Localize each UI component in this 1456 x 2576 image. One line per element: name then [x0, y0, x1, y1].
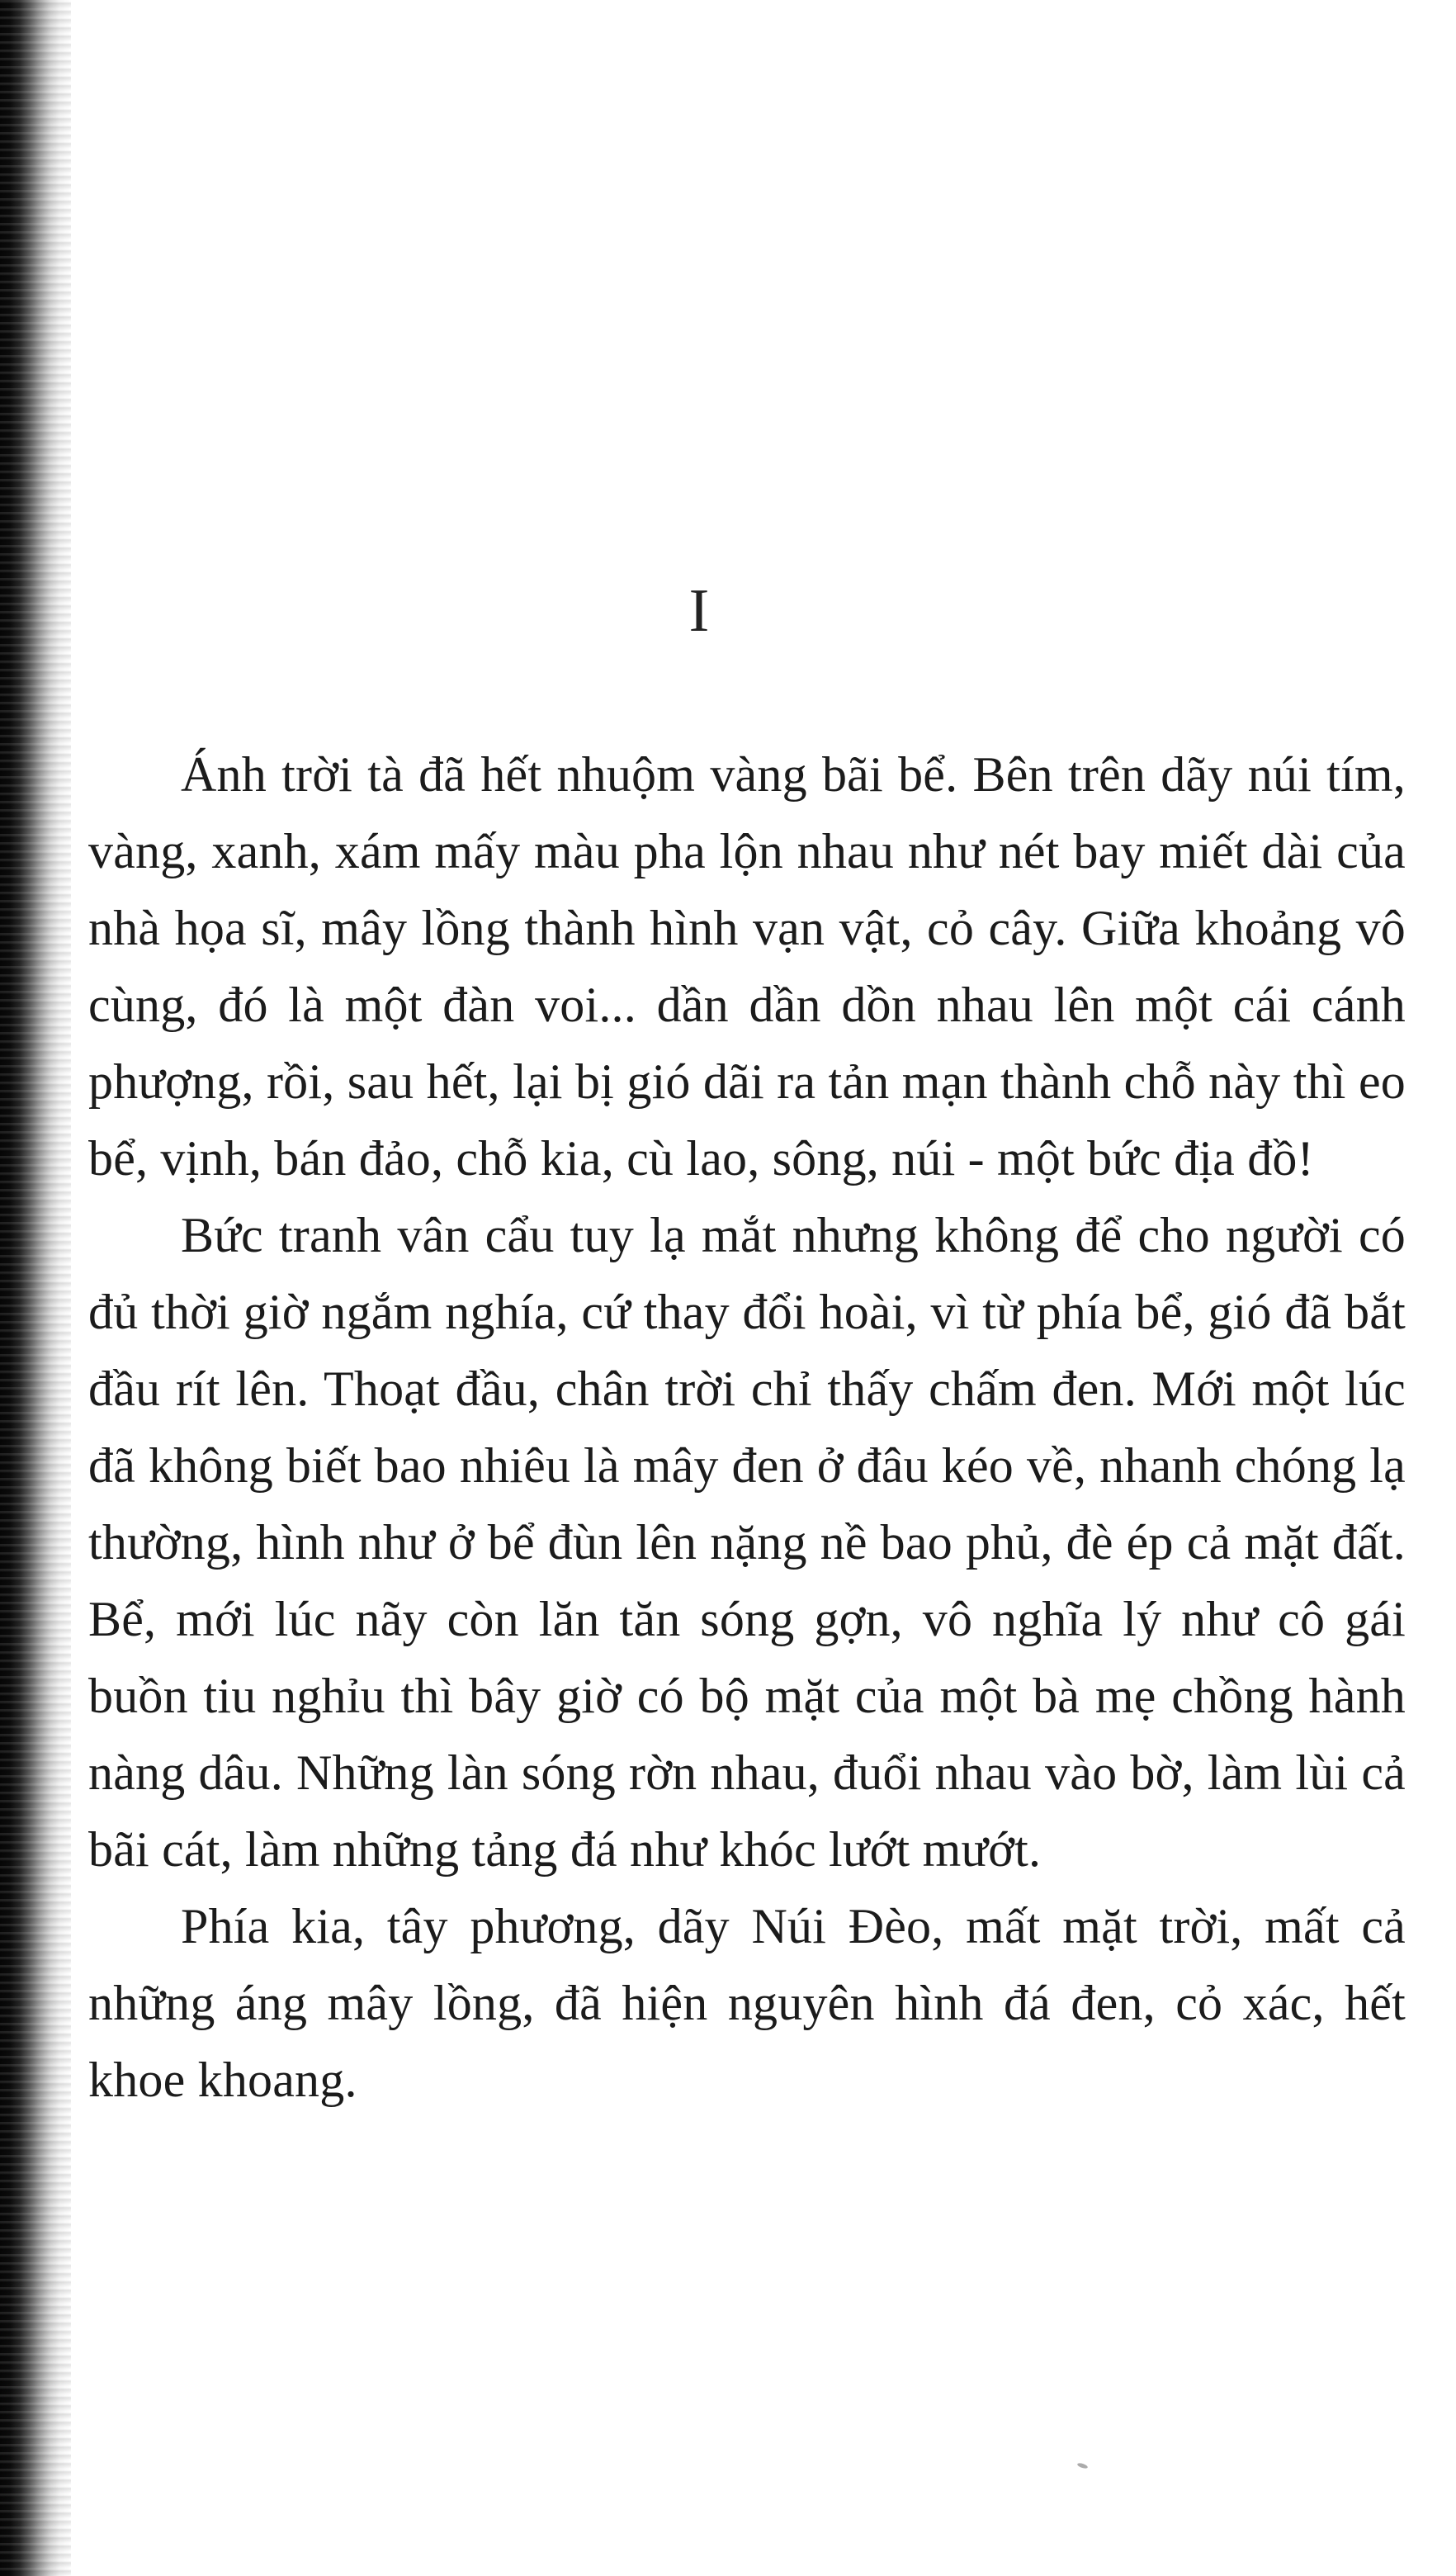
book-spine-shadow [0, 0, 71, 2576]
chapter-numeral: I [688, 577, 710, 645]
body-text [88, 736, 1406, 2119]
paragraph: Bức tranh vân cẩu tuy lạ mắt nhưng không để cho người có đủ thời giờ ngắm nghía, cứ thay đổi hoài, vì từ phía bể, gió đã bắt đầu rít lên. Thoạt đầu, chân trời chỉ thấy chấm đen. Mới một lúc đã không biết bao nhiêu là mây đen ở đâu kéo về, nhanh chóng lạ thường, hình như ở bể đùn lên nặng nề bao phủ, đè ép cả mặt đất. Bể, mới lúc nãy còn lăn tăn sóng gợn, vô nghĩa lý như cô gái buồn tiu nghỉu thì bây giờ có bộ mặt của một bà mẹ chồng hành nàng dâu. Những làn sóng rờn nhau, đuổi nhau vào bờ, làm lùi cả bãi cát, làm những tảng đá như khóc lướt mướt. [88, 1208, 1406, 1877]
paragraph: Ánh trời tà đã hết nhuộm vàng bãi bể. Bên trên dãy núi tím, vàng, xanh, xám mấy màu pha lộn nhau như nét bay miết dài của nhà họa sĩ, mây lồng thành hình vạn vật, cỏ cây. Giữa khoảng vô cùng, đó là một đàn voi... dần dần dồn nhau lên một cái cánh phượng, rồi, sau hết, lại bị gió dãi ra tản mạn thành chỗ này thì eo bể, vịnh, bán đảo, chỗ kia, cù lao, sông, núi - một bức địa đồ! [88, 747, 1406, 1186]
page-content [88, 0, 1406, 2119]
scan-speck [1077, 2462, 1089, 2469]
paragraph: Phía kia, tây phương, dãy Núi Đèo, mất mặt trời, mất cả những áng mây lồng, đã hiện nguyên hình đá đen, cỏ xác, hết khoe khoang. [88, 1899, 1406, 2107]
